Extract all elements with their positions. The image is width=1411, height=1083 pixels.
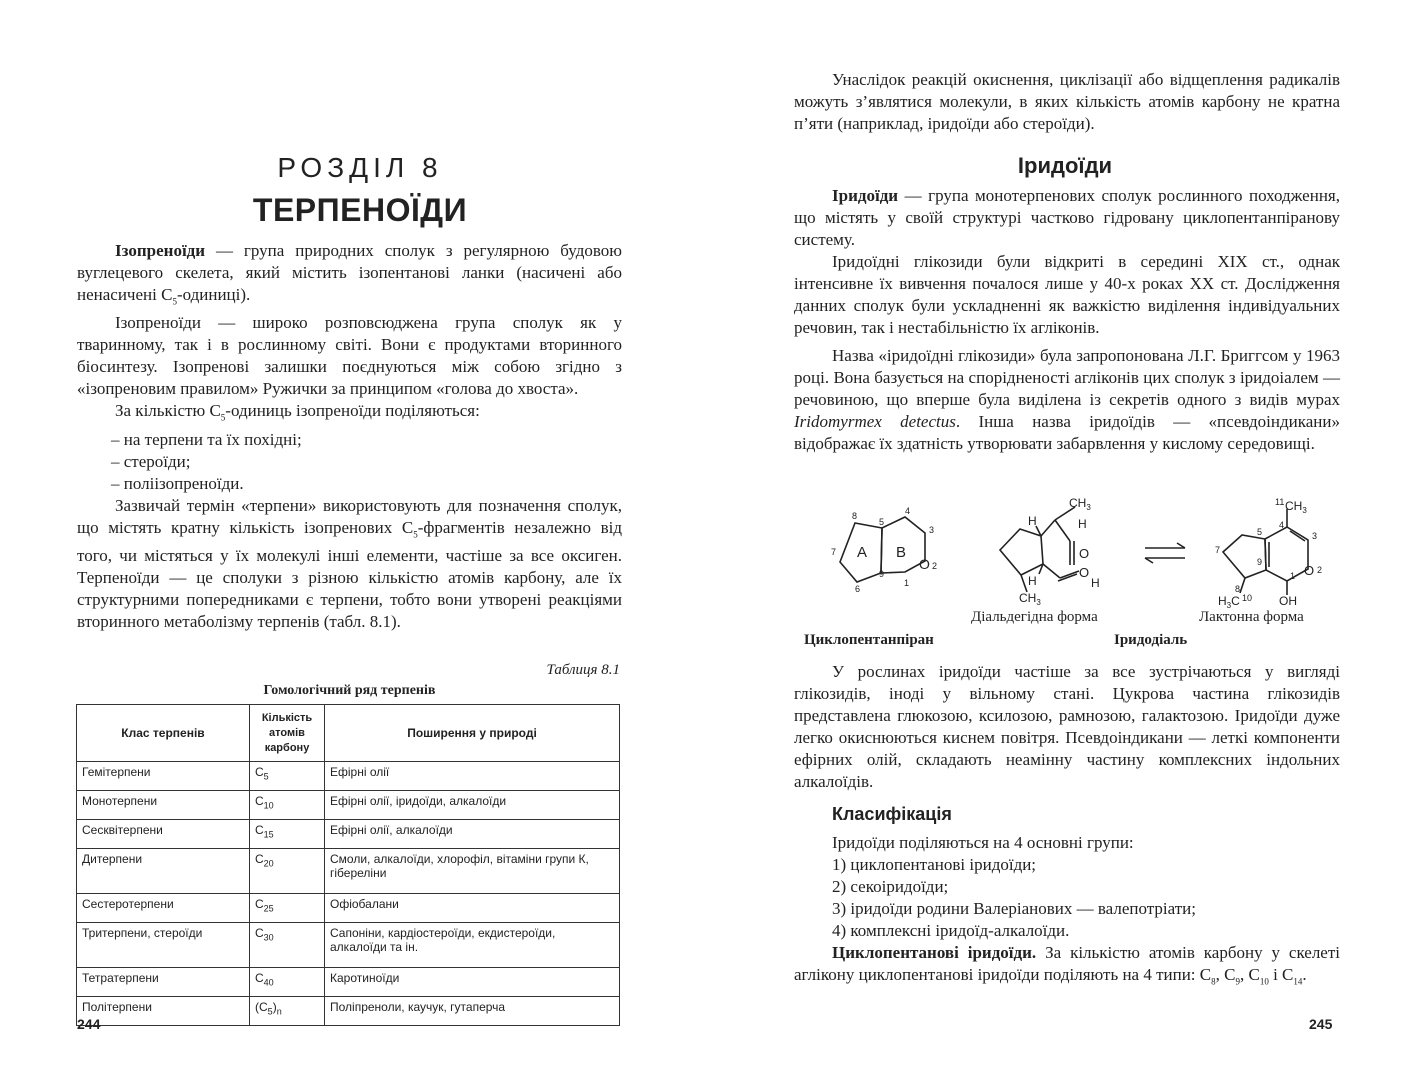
paragraph-isoprenoids-definition: Ізопреноїди — група природних сполук з регулярною будовою вуглецевого скелета, який містить ізопентанові ланки (насичені або ненасичені $С_5-одиниці$).	[77, 241, 622, 307]
table-cell-carbon: $C_{10}$	[250, 791, 325, 820]
atom-number: 7	[831, 547, 837, 557]
table-body	[77, 762, 620, 1026]
methyl-label: $CH_3$	[1285, 499, 1307, 515]
atom-number: 4	[905, 506, 911, 516]
list-item: – поліізопреноїди.	[111, 473, 244, 493]
classification-text	[794, 832, 1340, 992]
paragraph-iridoids-definition: Іридоїди — група монотерпенових сполук рослинного походження, що містять у своїй структурі частково гідровану циклопентанпіранову систему.	[794, 186, 1340, 249]
hydrogen-label: H	[1028, 514, 1037, 528]
chapter-number: РОЗДІЛ 8	[277, 152, 443, 183]
table-row	[77, 762, 620, 791]
atom-number: 5	[879, 517, 885, 527]
cyclopentanpyran-caption: Циклопентанпіран	[804, 632, 934, 648]
table-header: Поширення у природі	[325, 705, 620, 762]
table-label: Таблиця 8.1	[546, 662, 620, 678]
hydrogen-label: H	[1078, 517, 1087, 531]
table-cell-occurrence: Ефірні олії, алкалоїди	[325, 820, 620, 849]
subsection-title: Класифікація	[832, 804, 952, 824]
table-cell-occurrence: Смоли, алкалоїди, хлорофіл, вітаміни групи К, гібереліни	[325, 849, 620, 894]
atom-number: 10	[1242, 593, 1253, 603]
table-title: Гомологічний ряд терпенів	[263, 683, 436, 698]
list-item: 4) комплексні іридоїд-алкалоїди.	[832, 921, 1070, 940]
paragraph-iridoid-glycosides: Іридоїдні глікозиди були відкриті в середині XIX ст., однак інтенсивне їх вивчення почалося лише у 40-х роках XX ст. Дослідження данних сполук були ускладненні як важкістю виділення індивідуальних речовин, так і нестабільністю їх агліконів.	[794, 252, 1340, 337]
atom-number: 2	[1317, 565, 1323, 575]
table-cell-occurrence: Офіобалани	[325, 894, 620, 923]
atom-number: 8	[852, 511, 858, 521]
right-body-text	[794, 185, 1340, 455]
table-cell-occurrence: Каротиноїди	[325, 968, 620, 997]
atom-number: 4	[1279, 520, 1285, 530]
table-cell-carbon: $(C_5)_n$	[250, 997, 325, 1026]
oxygen-label: O	[1079, 565, 1090, 580]
atom-number: 7	[1215, 545, 1221, 555]
table-cell-class: Дитерпени	[77, 849, 250, 894]
page-number: 245	[1309, 1016, 1333, 1032]
atom-number: 9	[879, 569, 885, 579]
table-cell-occurrence: Поліпреноли, каучук, гутаперча	[325, 997, 620, 1026]
paragraph-terpenes-term: Зазвичай термін «терпени» використовують для позначення сполук, що містять кратну кількість ізопренових $С_5$-фрагментів незалежно від того, чи містяться у їх молекулі інші елементи, частіше за все оксиген. Терпеноїди — це сполуки з різною кількістю атомів карбону, але їх структурними попередниками є терпени, тобто вони утворені реакціями вторинного метаболізму терпенів (табл. 8.1).	[77, 495, 622, 632]
right-intro-text	[794, 69, 1340, 135]
atom-number: 1	[904, 578, 910, 588]
paragraph-name-origin: Назва «іридоїдні глікозиди» була запропонована Л.Г. Бриггсом у 1963 році. Вона базується на спорідненості агліконів цих сполук з іридоіалем — речовиною, що вперше була виділена із секретів одного з видів мурах Iridomyrmex detectus. Інша назва іридоїдів — «псевдоіндикани» відображає їх здатність утворювати забарвлення у кислому середовищі.	[794, 346, 1340, 453]
table-cell-class: Тетратерпени	[77, 968, 250, 997]
hydrogen-label: H	[1091, 576, 1100, 590]
atom-number: 3	[929, 525, 935, 535]
table-header: Клас терпенів	[77, 705, 250, 762]
paragraph-cyclopentane-iridoids: Циклопентанові іридоїди. За кількістю атомів карбону у скелеті аглікону циклопентанові іридоїди поділяють на 4 типи: $C_8$, $C_9$, $C_{10}$ і $C_{14}$.	[794, 943, 1341, 987]
paragraph-carbon-count: Унаслідок реакцій окиснення, циклізації або відщеплення радикалів можуть з’являтися молекули, в яких кількість атомів карбону не кратна п’яти (наприклад, іридоїди або стероїди).	[794, 70, 1340, 133]
table-row	[77, 968, 620, 997]
table-cell-class: Політерпени	[77, 997, 250, 1026]
oxygen-label: O	[1304, 563, 1315, 578]
table-cell-carbon: $C_{40}$	[250, 968, 325, 997]
table-row	[77, 997, 620, 1026]
table-header-row	[77, 705, 620, 762]
atom-number: 5	[1257, 527, 1263, 537]
list-item: – на терпени та їх похідні;	[111, 429, 302, 449]
table-cell-occurrence: Сапоніни, кардіостероїди, екдистероїди, алкалоїди та ін.	[325, 923, 620, 968]
table-cell-class: Сестеротерпени	[77, 894, 250, 923]
list-item: – стероїди;	[111, 451, 191, 471]
list-item: 2) секоіридоїди;	[832, 877, 949, 896]
table-row	[77, 894, 620, 923]
atom-number: 3	[1312, 531, 1318, 541]
table-cell-class: Гемітерпени	[77, 762, 250, 791]
table-row	[77, 820, 620, 849]
table-row	[77, 849, 620, 894]
atom-number: 1	[1290, 571, 1296, 581]
paragraph-iridoids-in-plants: У рослинах іридоїди частіше за все зустрічаються у вигляді глікозидів, іноді у вільному стані. Цукрова частина глікозидів представлена глюкозою, ксилозою, рамнозою, галактозою. Іридоїди дуже легко окиснюються киснем повітря. Псевдоіндикани — леткі компоненти ефірних олій, складають неамінну частину комплексних індольних алкалоїдів.	[794, 662, 1340, 791]
list-item: 3) іридоїди родини Валеріанових — валепотріати;	[832, 899, 1196, 918]
atom-number: 6	[855, 584, 861, 594]
paragraph-isoprenoids-spread: Ізопреноїди — широко розповсюджена група сполук як у тваринному, так і в рослинному світі. Вони є продуктами вторинного біосинтезу. Ізопренові залишки поєднуються між собою згідно з «ізопреновим правилом» Ружички за принципом «голова до хвоста».	[77, 313, 622, 399]
table-cell-occurrence: Ефірні олії, іридоїди, алкалоїди	[325, 791, 620, 820]
table-cell-carbon: $C_5$	[250, 762, 325, 791]
iridodial-caption: Іридодіаль	[1114, 632, 1188, 648]
section-title: Іридоїди	[1017, 153, 1113, 178]
lactone-pyran-ring	[1265, 527, 1308, 581]
table-row	[77, 791, 620, 820]
atom-number: 2	[932, 561, 938, 571]
atom-number: 9	[1257, 557, 1263, 567]
left-body-text	[77, 240, 622, 633]
paragraph-groups-intro: Іридоїди поділяються на 4 основні групи:	[832, 833, 1134, 852]
table-cell-occurrence: Ефірні олії	[325, 762, 620, 791]
table-cell-carbon: $C_{25}$	[250, 894, 325, 923]
methyl-label: $CH_3$	[1069, 496, 1091, 512]
right-body-text-2	[794, 661, 1340, 793]
atom-number: 11	[1275, 497, 1285, 507]
oxygen-label: O	[919, 556, 930, 572]
oxygen-label: O	[1079, 546, 1090, 561]
ring-b-label: B	[896, 544, 907, 561]
table-cell-carbon: $C_{30}$	[250, 923, 325, 968]
chapter-title: ТЕРПЕНОЇДИ	[252, 192, 468, 228]
table-row	[77, 923, 620, 968]
ring-a-label: A	[857, 544, 868, 561]
table-cell-class: Сесквітерпени	[77, 820, 250, 849]
table-cell-class: Тритерпени, стероїди	[77, 923, 250, 968]
table-cell-class: Монотерпени	[77, 791, 250, 820]
lactone-form-caption: Лактонна форма	[1199, 609, 1304, 625]
table-cell-carbon: $C_{15}$	[250, 820, 325, 849]
table-cell-carbon: $C_{20}$	[250, 849, 325, 894]
iridodial-cyclopentane-ring	[1000, 529, 1043, 575]
methyl-label: $CH_3$	[1019, 591, 1041, 607]
hydroxyl-label: OH	[1279, 594, 1297, 608]
dialdehyde-form-caption: Діальдегідна форма	[971, 609, 1098, 625]
terpene-table	[76, 704, 620, 1026]
page-number: 244	[77, 1016, 101, 1032]
atom-number: 8	[1235, 584, 1241, 594]
paragraph-classification-intro: За кількістю $С_5$-одиниць ізопреноїди поділяються:	[115, 401, 480, 423]
methyl-label: $H_3C$	[1218, 594, 1240, 610]
table-header: Кількість атомів карбону	[250, 705, 325, 762]
list-item: 1) циклопентанові іридоїди;	[832, 855, 1037, 874]
hydrogen-label: H	[1028, 574, 1037, 588]
